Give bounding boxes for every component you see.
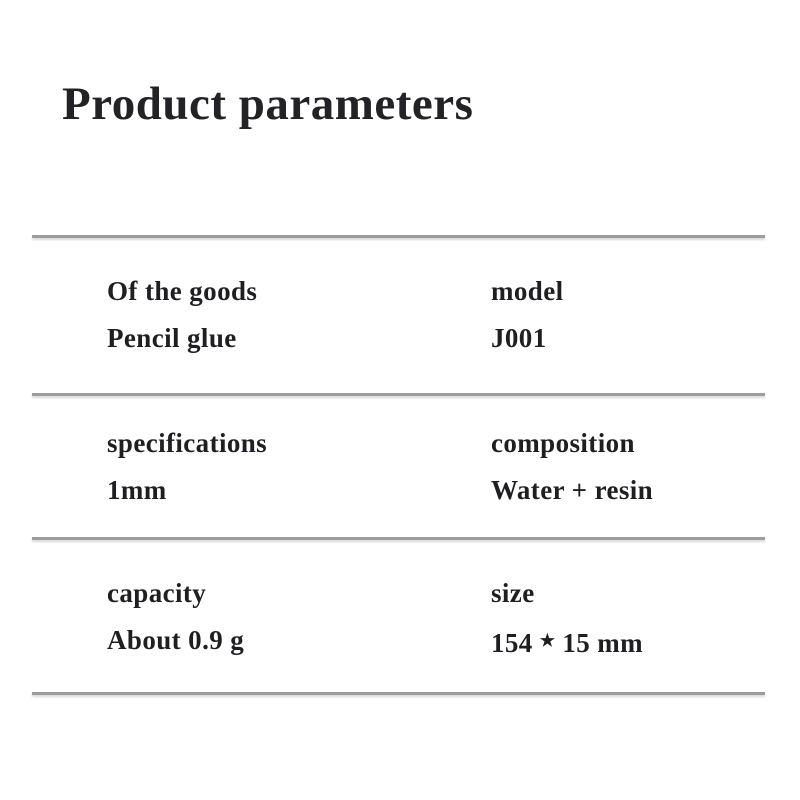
spec-label-capacity: capacity [107,578,207,608]
spec-cell-specifications [107,430,491,537]
spec-value-goods: Pencil glue [107,323,237,353]
spec-cell-model [491,278,765,393]
spec-label-specifications: specifications [107,428,268,458]
spec-value-capacity: About 0.9 g [107,625,245,655]
page-title: Product parameters [62,78,474,130]
spec-row-capacity-size [32,540,765,692]
spec-value-model: J001 [491,323,547,353]
spec-cell-size [491,580,765,692]
spec-label-goods: Of the goods [107,276,258,306]
size-value-number: 154 [491,628,533,658]
size-value-unit: 15 mm [562,628,644,658]
star-icon: ★ [539,631,556,650]
divider-bottom [32,692,765,695]
spec-value-composition: Water + resin [491,475,654,505]
spec-cell-capacity [107,580,491,692]
spec-value-specifications: 1mm [107,475,167,505]
spec-row-specifications-composition [32,396,765,537]
spec-row-goods-model [32,238,765,393]
spec-cell-goods [107,278,491,393]
spec-cell-composition [491,430,765,537]
spec-label-model: model [491,276,564,306]
spec-label-size: size [491,578,535,608]
spec-table [32,235,765,695]
spec-value-size [491,627,765,657]
spec-label-composition: composition [491,428,635,458]
